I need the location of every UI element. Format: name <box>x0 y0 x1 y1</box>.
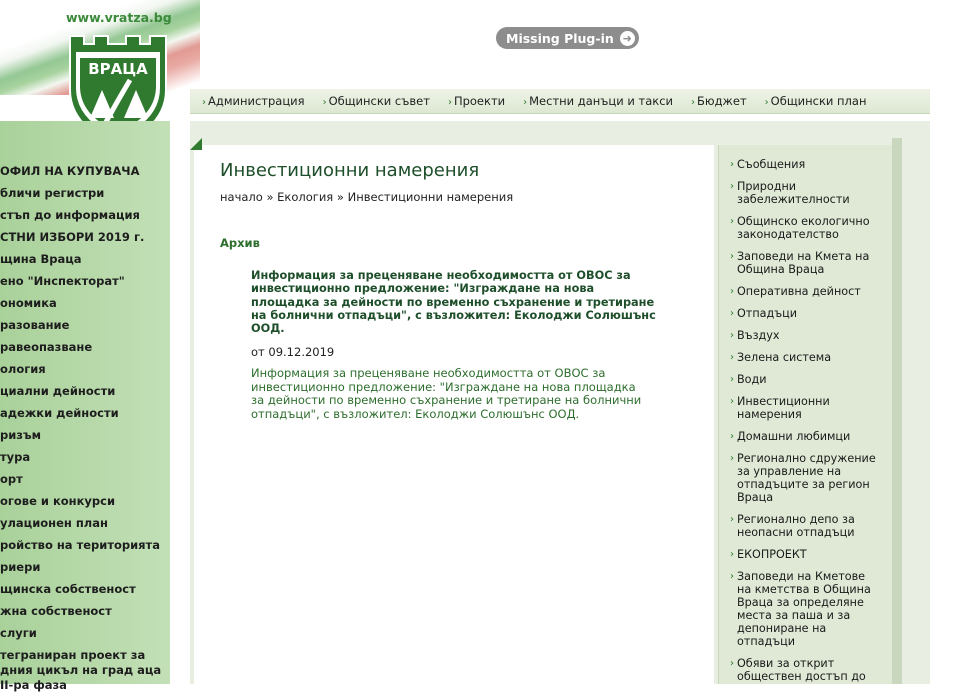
left-menu-item[interactable]: ОФИЛ НА КУПУВАЧА <box>0 164 140 178</box>
breadcrumb-current: Инвестиционни намерения <box>347 190 514 204</box>
right-menu-item[interactable]: › Регионално сдружение за управление на отпадъците за регион Враца <box>730 452 876 504</box>
article-title[interactable]: Информация за преценяване необходимостта от ОВОС за инвестиционно предложение: "Изграждане на нова площадка за дейности по временно съхранение и третиране на болнични отпадъци", с възложител: Еколоджи Солюшънс ООД. <box>251 269 656 336</box>
right-menu-item[interactable]: › Инвестиционни намерения <box>730 395 830 421</box>
breadcrumb-separator: » <box>266 190 274 204</box>
right-menu-item[interactable]: › Оперативна дейност <box>730 285 861 298</box>
left-menu-item[interactable]: риери <box>0 560 41 574</box>
right-menu-item[interactable]: › Зелена система <box>730 351 832 364</box>
right-menu-item[interactable]: › Обяви за открит обществен достъп до <box>730 657 866 683</box>
left-menu-item[interactable]: равеопазване <box>0 340 93 354</box>
arrow-right-icon: ➜ <box>620 31 635 46</box>
topnav-item-municipal-plan[interactable]: › Общински план <box>764 94 867 108</box>
right-menu-item[interactable]: › Домашни любимци <box>730 430 851 443</box>
right-menu-item[interactable]: › Природни забележителности <box>730 180 850 206</box>
left-menu-item-integrated-project[interactable]: теграниран проект за дния цикъл на град аца II-ра фаза <box>0 648 162 692</box>
left-menu-item[interactable]: ономика <box>0 296 57 310</box>
right-menu-item[interactable]: › Въздух <box>730 329 780 342</box>
article-date: от 09.12.2019 <box>251 345 335 359</box>
chevron-right-icon: › <box>730 352 734 363</box>
chevron-right-icon: › <box>730 396 734 407</box>
right-menu-item[interactable]: › Води <box>730 373 767 386</box>
left-menu-item[interactable]: СТНИ ИЗБОРИ 2019 г. <box>0 230 145 244</box>
left-menu-item[interactable]: слуги <box>0 626 37 640</box>
chevron-right-icon: › <box>730 658 734 669</box>
left-menu-item[interactable]: циални дейности <box>0 384 116 398</box>
topnav-item-local-taxes[interactable]: › Местни данъци и такси <box>523 94 674 108</box>
right-menu-item[interactable]: › Общинско екологично законодателство <box>730 215 870 241</box>
breadcrumb-separator: » <box>336 190 344 204</box>
archive-link[interactable]: Архив <box>220 236 260 250</box>
right-menu-item[interactable]: › Съобщения <box>730 158 806 171</box>
svg-text:ВРАЦА: ВРАЦА <box>88 60 148 78</box>
chevron-right-icon: › <box>730 549 734 560</box>
topnav-item-projects[interactable]: › Проекти <box>447 94 506 108</box>
chevron-right-icon: › <box>730 251 734 262</box>
topnav-item-administration[interactable]: › Администрация <box>202 94 305 108</box>
top-navigation <box>190 89 930 114</box>
left-menu-item[interactable]: ология <box>0 362 46 376</box>
left-menu-item[interactable]: щинска собственост <box>0 582 136 596</box>
left-menu-item[interactable]: стъп до информация <box>0 208 140 222</box>
chevron-right-icon: › <box>730 374 734 385</box>
left-menu-item[interactable]: тура <box>0 450 31 464</box>
chevron-right-icon: › <box>730 431 734 442</box>
chevron-right-icon: › <box>730 453 734 464</box>
right-sidebar-border <box>892 138 902 684</box>
breadcrumb-ecology[interactable]: Екология <box>277 190 334 204</box>
article-body: Информация за преценяване необходимостта от ОВОС за инвестиционно предложение: "Изграждане на нова площадка за дейности по временно съхранение и третиране на болнични отпадъци", с възложител: Еколоджи Солюшънс ООД. <box>251 366 642 421</box>
chevron-right-icon: › <box>447 97 452 108</box>
chevron-right-icon: › <box>730 514 734 525</box>
plugin-label: Missing Plug-in <box>506 30 614 46</box>
left-menu-item[interactable]: ризъм <box>0 428 42 442</box>
left-menu <box>0 160 170 693</box>
chevron-right-icon: › <box>730 286 734 297</box>
left-menu-item[interactable]: огове и конкурси <box>0 494 116 508</box>
topnav-item-council[interactable]: › Общински съвет <box>322 94 430 108</box>
chevron-right-icon: › <box>730 308 734 319</box>
left-menu-item[interactable]: улационен план <box>0 516 108 530</box>
chevron-right-icon: › <box>202 97 206 108</box>
chevron-right-icon: › <box>523 97 528 108</box>
right-menu-item[interactable]: › ЕКОПРОЕКТ <box>730 548 807 561</box>
right-menu <box>730 158 880 692</box>
left-menu-item[interactable]: жна собственост <box>0 604 112 618</box>
right-menu-item[interactable]: › Регионално депо за неопасни отпадъци <box>730 513 855 539</box>
missing-plugin-notice[interactable] <box>496 27 639 49</box>
chevron-right-icon: › <box>730 216 734 227</box>
chevron-right-icon: › <box>691 97 696 108</box>
chevron-right-icon: › <box>730 330 734 341</box>
chevron-right-icon: › <box>764 97 769 108</box>
right-menu-item[interactable]: › Заповеди на Кмета на Община Враца <box>730 250 870 276</box>
chevron-right-icon: › <box>730 159 734 170</box>
site-url[interactable]: www.vratza.bg <box>66 10 172 25</box>
left-menu-item[interactable]: ройство на територията <box>0 538 160 552</box>
corner-decoration <box>190 138 202 150</box>
chevron-right-icon: › <box>730 181 734 192</box>
breadcrumb <box>220 190 513 204</box>
right-menu-item[interactable]: › Отпадъци <box>730 307 798 320</box>
right-menu-item[interactable]: › Заповеди на Кметове на кметства в Община Враца за определяне места за паша и за депониране на отпадъци <box>730 570 871 648</box>
breadcrumb-home[interactable]: начало <box>220 190 263 204</box>
chevron-right-icon: › <box>730 571 734 582</box>
left-menu-item[interactable]: разование <box>0 318 70 332</box>
left-menu-item[interactable]: ено "Инспекторат" <box>0 274 125 288</box>
chevron-right-icon: › <box>322 97 327 108</box>
left-menu-item[interactable]: щина Враца <box>0 252 82 266</box>
page-title: Инвестиционни намерения <box>220 160 480 181</box>
left-menu-item[interactable]: адежки дейности <box>0 406 119 420</box>
topnav-item-budget[interactable]: › Бюджет <box>691 94 747 108</box>
left-menu-item[interactable]: орт <box>0 472 23 486</box>
left-menu-item[interactable]: бличи регистри <box>0 186 105 200</box>
